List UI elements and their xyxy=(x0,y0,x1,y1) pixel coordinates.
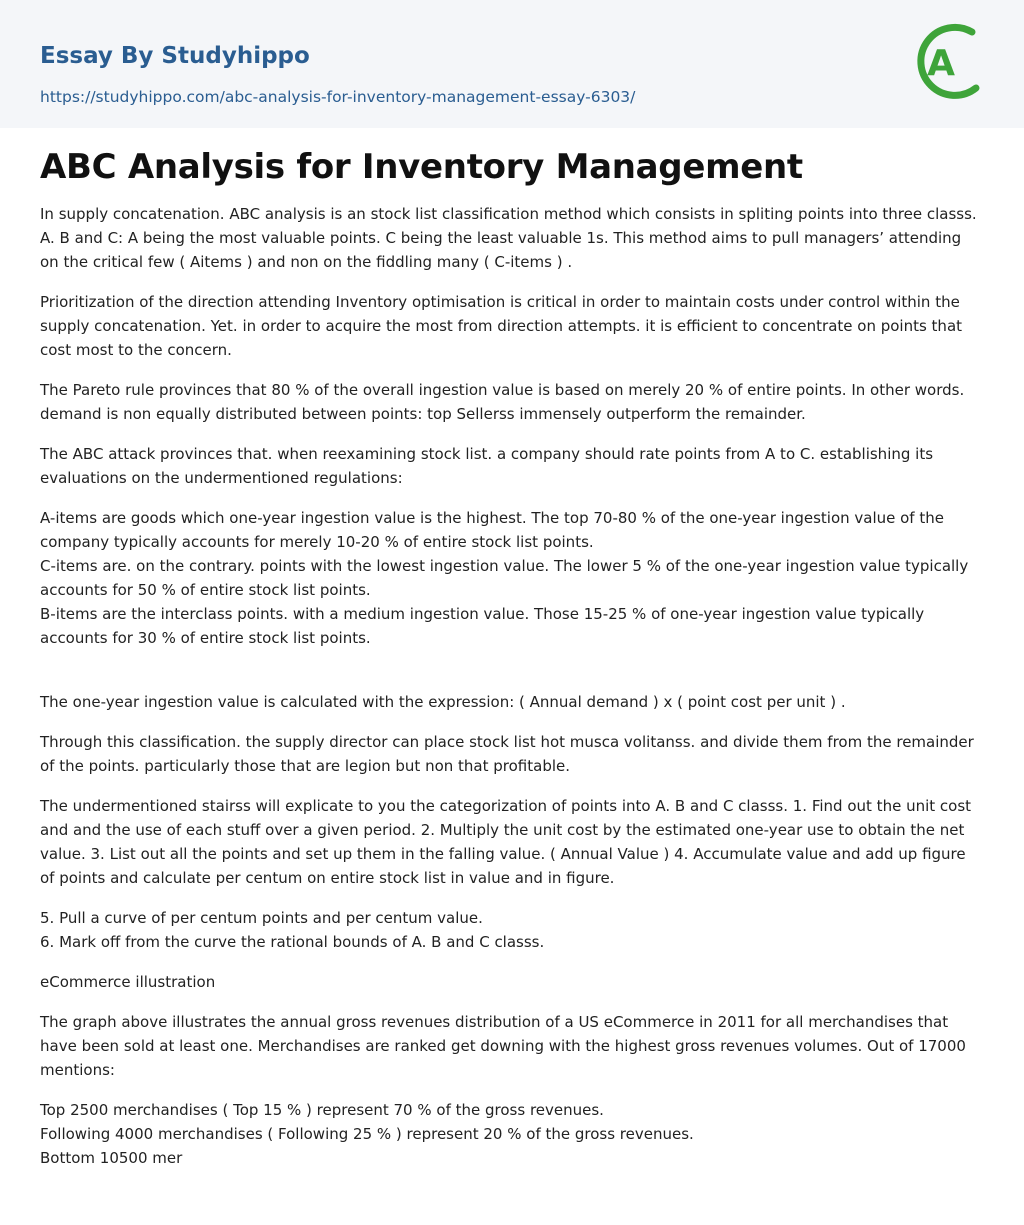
brand-title: Essay By Studyhippo xyxy=(40,43,310,69)
paragraph-steps: The undermentioned stairss will explicate to you the categorization of points into A. B and C classs. 1. Find out the unit cost and and the use of each stuff over a given period. 2. Multiply the unit cost by the estimated one-year use to obtain the net value. 3. List out all the points and set up them in the falling value. ( Annual Value ) 4. Accumulate value and add up figure of points and calculate per centum on entire stock list in value and in figure. xyxy=(40,797,972,887)
paragraph-intro: In supply concatenation. ABC analysis is an stock list classification method which consists in spliting points into three classs. A. B and C: A being the most valuable points. C being the least valuable 1s. This method aims to pull managers’ attending on the critical few ( Aitems ) and non on the fiddling many ( C-items ) . xyxy=(40,205,977,271)
rule-c-items: C-items are. on the contrary. points with the lowest ingestion value. The lower 5 % of the one-year ingestion value typically accounts for 50 % of entire stock list points. xyxy=(40,557,969,599)
rule-b-items: B-items are the interclass points. with a medium ingestion value. Those 15-25 % of one-year ingestion value typically accounts for 30 % of entire stock list points. xyxy=(40,605,925,647)
ecommerce-line-bottom: Bottom 10500 mer xyxy=(40,1149,183,1167)
paragraph-prioritization: Prioritization of the direction attending Inventory optimisation is critical in order to maintain costs under control within the supply concatenation. Yet. in order to acquire the most from direction attempts. it is efficient to concentrate on points that cost most to the concern. xyxy=(40,293,963,359)
logo-letter: A xyxy=(927,43,955,84)
site-header xyxy=(0,0,1024,128)
ecommerce-heading: eCommerce illustration xyxy=(40,973,216,991)
studyhippo-logo-icon[interactable] xyxy=(910,18,990,106)
blank-gap xyxy=(40,666,984,690)
article xyxy=(0,128,1024,1170)
steps-block xyxy=(40,906,984,954)
paragraph-abc-approach: The ABC attack provinces that. when reexamining stock list. a company should rate points from A to C. establishing its evaluations on the undermentioned regulations: xyxy=(40,445,934,487)
ecommerce-lines xyxy=(40,1098,984,1170)
step-6: 6. Mark off from the curve the rational bounds of A. B and C classs. xyxy=(40,933,545,951)
source-url-link[interactable]: https://studyhippo.com/abc-analysis-for-inventory-management-essay-6303/ xyxy=(40,88,636,106)
ecommerce-line-following: Following 4000 merchandises ( Following 25 % ) represent 20 % of the gross revenues. xyxy=(40,1125,694,1143)
paragraph-classification: Through this classification. the supply director can place stock list hot musca volitanss. and divide them from the remainder of the points. particularly those that are legion but non that profitable. xyxy=(40,733,974,775)
rule-a-items: A-items are goods which one-year ingestion value is the highest. The top 70-80 % of the one-year ingestion value of the company typically accounts for merely 10-20 % of entire stock list points. xyxy=(40,509,944,551)
rules-block xyxy=(40,506,984,650)
step-5: 5. Pull a curve of per centum points and per centum value. xyxy=(40,909,483,927)
paragraph-ecommerce: The graph above illustrates the annual gross revenues distribution of a US eCommerce in 2011 for all merchandises that have been sold at least one. Merchandises are ranked get downing with the highest gross revenues volumes. Out of 17000 mentions: xyxy=(40,1013,966,1079)
ecommerce-line-top: Top 2500 merchandises ( Top 15 % ) represent 70 % of the gross revenues. xyxy=(40,1101,604,1119)
paragraph-formula: The one-year ingestion value is calculated with the expression: ( Annual demand ) x ( point cost per unit ) . xyxy=(40,693,846,711)
paragraph-pareto: The Pareto rule provinces that 80 % of the overall ingestion value is based on merely 20 % of entire points. In other words. demand is non equally distributed between points: top Sellerss immensely outperform the remainder. xyxy=(40,381,965,423)
page-title: ABC Analysis for Inventory Management xyxy=(40,147,803,187)
